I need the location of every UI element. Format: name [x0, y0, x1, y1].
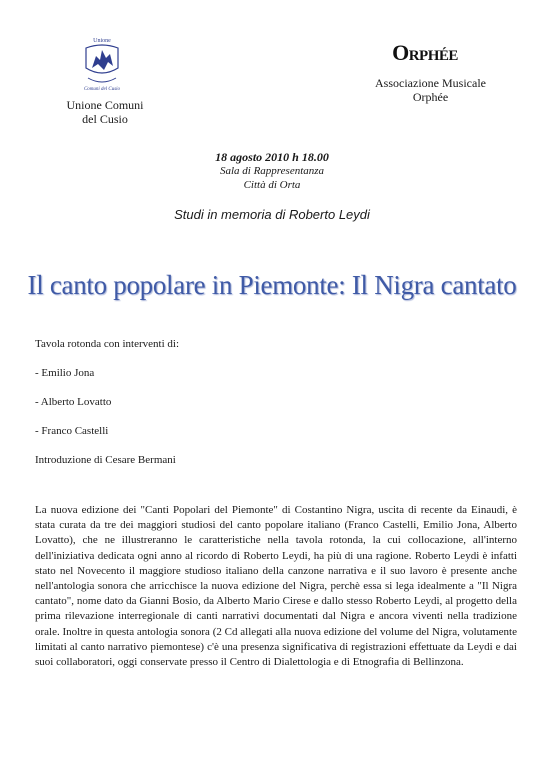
left-org-name-line1: Unione Comuni — [66, 98, 144, 112]
speaker-item: - Franco Castelli — [35, 425, 109, 437]
event-date: 18 agosto 2010 h 18.00 — [215, 150, 329, 164]
unione-comuni-logo — [78, 34, 126, 94]
left-org-name-line2: del Cusio — [82, 112, 128, 126]
event-headline: Il canto popolare in Piemonte: Il Nigra cantato — [27, 270, 517, 300]
speaker-item: - Emilio Jona — [35, 367, 95, 379]
unione-comuni-crest-icon — [78, 34, 126, 94]
orphee-logo: Orphée — [392, 40, 458, 65]
right-org-name-line2: Orphée — [412, 90, 449, 104]
logo-text-top: Unione — [93, 38, 111, 44]
event-info — [0, 150, 544, 192]
body-paragraph: La nuova edizione dei "Canti Popolari del Piemonte" di Costantino Nigra, uscita di recente da Einaudi, è stata curata da tre dei maggiori studiosi del canto popolare italiano (Franco Castelli, Emilio Jona, Alberto Lovatto), che ne illustreranno le caratteristiche nella tavola rotonda, la cui collocazione, all'interno dell'iniziativa dedicata ogni anno al ricordo di Roberto Leydi, ha più di una ragione. Roberto Leydi è infatti stato nel Novecento il maggiore studioso italiano della canzone narrativa e il suo lavoro è presente anche nell'antologia sonora che arricchisce la nuova edizione del Nigra, perchè essa si lega idealmente a "Il Nigra cantato", nome dato da Gianni Bosio, da Alberto Mario Cirese e dallo stesso Roberto Leydi, al progetto della prima rilevazione interregionale di canti narrativi documentati dal Nigra e ancora viventi nella tradizione orale. Inoltre in questa antologia sonora (2 Cd allegati alla nuova edizione del volume del Nigra, volutamente limitati al canto narrativo piemontese) c'è una presenza significativa di registrazioni effettuate da Leydi e dai suoi collaboratori, oggi conservate presso il Centro di Dialettologia e di Etnografia di Bellinzona. — [35, 504, 517, 669]
event-venue: Sala di Rappresentanza — [219, 165, 325, 177]
right-org-name — [363, 76, 498, 104]
left-org-name — [50, 98, 160, 126]
right-org-name-line1: Associazione Musicale — [375, 76, 486, 90]
event-city: Città di Orta — [243, 179, 301, 191]
panel-introduction: Introduzione di Cesare Bermani — [35, 454, 176, 466]
logo-text-bottom: Comuni del Cusio — [83, 87, 121, 92]
speaker-item: - Alberto Lovatto — [35, 396, 112, 408]
event-subtitle: Studi in memoria di Roberto Leydi — [174, 207, 370, 222]
panel-intro: Tavola rotonda con interventi di: — [35, 338, 180, 350]
